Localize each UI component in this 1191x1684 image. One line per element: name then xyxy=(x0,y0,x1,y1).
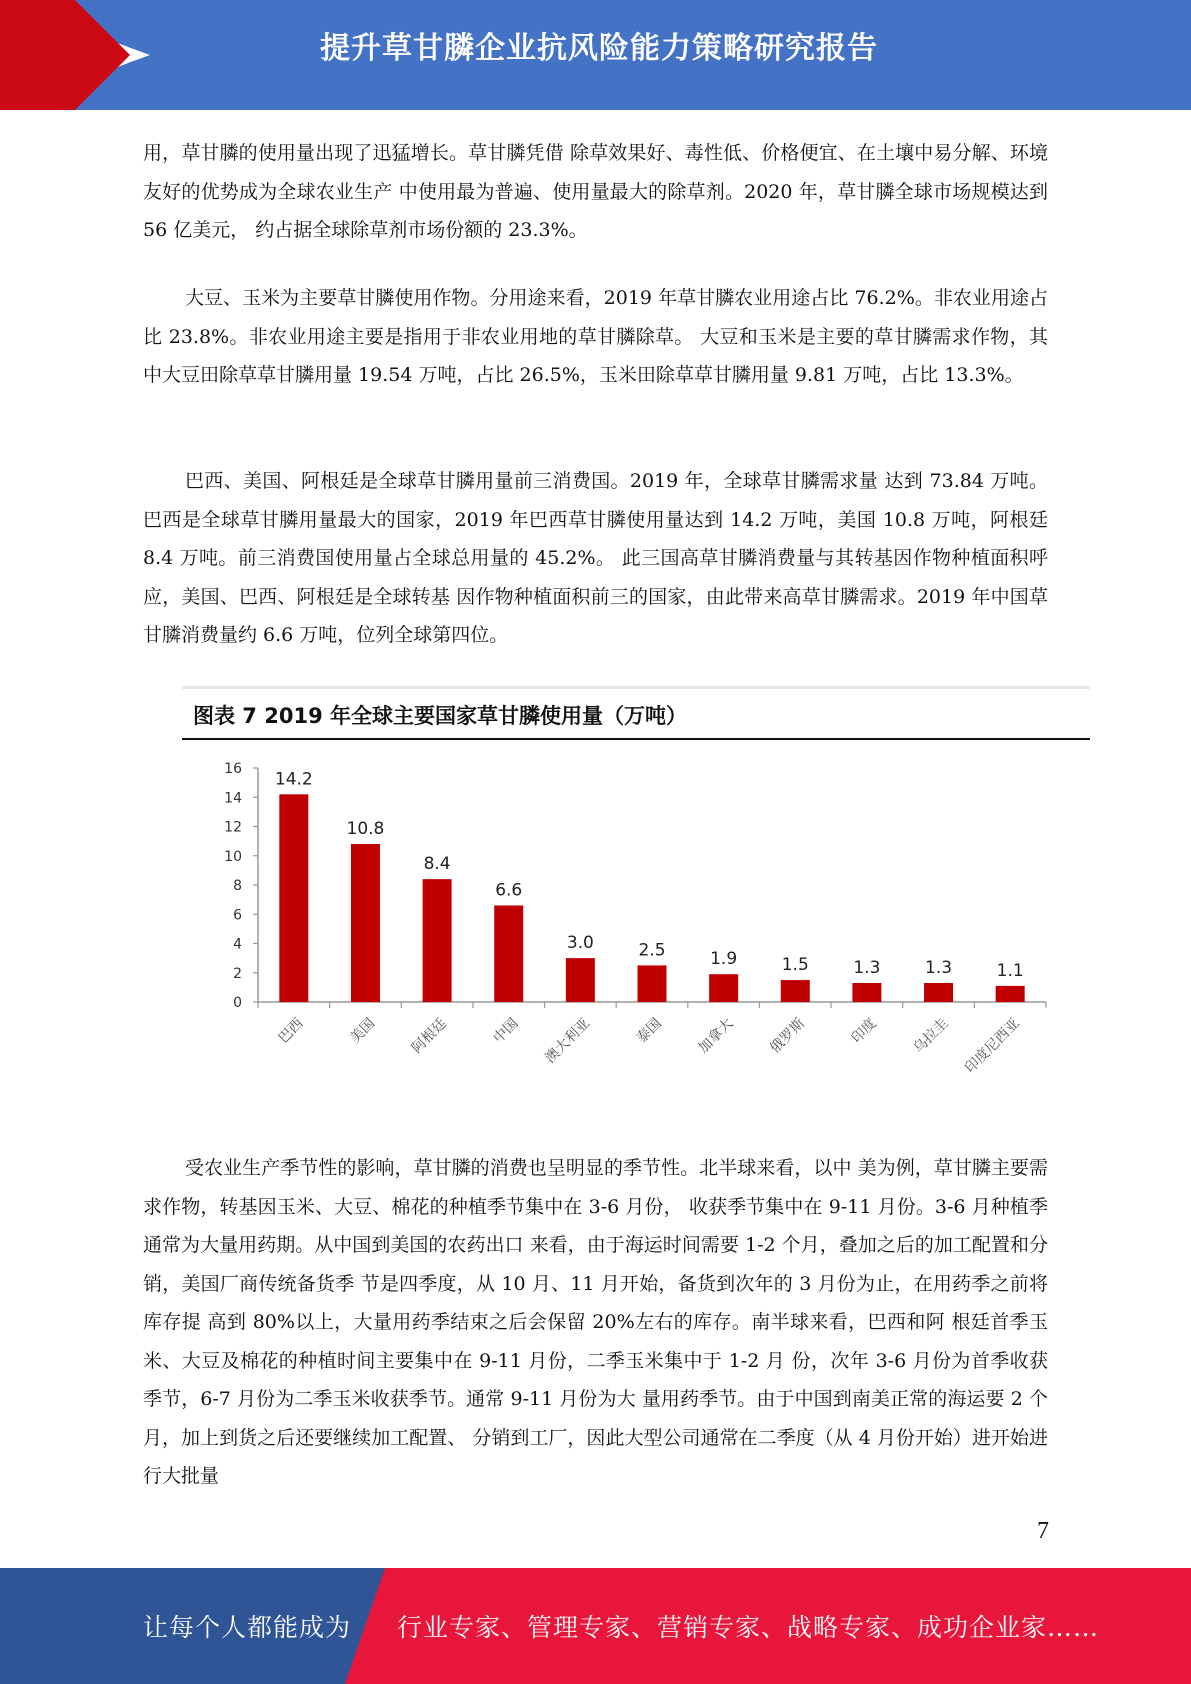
x-category-label: 美国 xyxy=(347,1015,379,1047)
figure-top-divider xyxy=(182,686,1090,689)
bar xyxy=(924,983,953,1002)
x-category-label: 加拿大 xyxy=(695,1015,737,1057)
y-tick-label: 10 xyxy=(224,848,242,865)
bar-value-label: 14.2 xyxy=(274,769,313,790)
y-tick-label: 12 xyxy=(224,819,242,836)
bar xyxy=(494,905,523,1002)
y-tick-label: 14 xyxy=(224,790,242,807)
bar xyxy=(423,879,452,1002)
x-category-label: 印度 xyxy=(848,1015,880,1047)
paragraph-1: 用，草甘膦的使用量出现了迅猛增长。草甘膦凭借 除草效果好、毒性低、价格便宜、在土壤中易分解、环境友好的优势成为全球农业生产 中使用最为普遍、使用量最大的除草剂。2020 年，草甘膦全球市场规模达到 56 亿美元， 约占据全球除草剂市场份额的 23.3%。 xyxy=(143,142,1048,241)
bar-value-label: 3.0 xyxy=(566,933,594,954)
paragraph-3: 巴西、美国、阿根廷是全球草甘膦用量前三消费国。2019 年，全球草甘膦需求量 达到 73.84 万吨。巴西是全球草甘膦用量最大的国家，2019 年巴西草甘膦使用量达到 14.2 万吨，美国 10.8 万吨，阿根廷 8.4 万吨。前三消费国使用量占全球总用量的 45.2%。 此三国高草甘膦消费量与其转基因作物种植面积呼应，美国、巴西、阿根廷是全球转基 因作物种植面积前三的国家，由此带来高草甘膦需求。2019 年中国草甘膦消费量约 6.6 万吨，位列全球第四位。 xyxy=(143,470,1048,646)
page-footer xyxy=(0,1568,1191,1684)
bar-value-label: 1.5 xyxy=(781,955,809,976)
paragraph-4: 受农业生产季节性的影响，草甘膦的消费也呈明显的季节性。北半球来看，以中 美为例，草甘膦主要需求作物，转基因玉米、大豆、棉花的种植季节集中在 3-6 月份， 收获季节集中在 9-11 月份。3-6 月种植季通常为大量用药期。从中国到美国的农药出口 来看，由于海运时间需要 1-2 个月，叠加之后的加工配置和分销，美国厂商传统备货季 节是四季度，从 10 月、11 月开始，备货到次年的 3 月份为止，在用药季之前将库存提 高到 80%以上，大量用药季结束之后会保留 20%左右的库存。南半球来看，巴西和阿 根廷首季玉米、大豆及棉花的种植时间主要集中在 9-11 月份，二季玉米集中于 1-2 月 份，次年 3-6 月份为首季收获季节，6-7 月份为二季玉米收获季节。通常 9-11 月份为大 量用药季节。由于中国到南美正常的海运要 2 个月，加上到货之后还要继续加工配置、 分销到工厂，因此大型公司通常在二季度（从 4 月份开始）进开始进行大批量 xyxy=(143,1157,1048,1487)
x-category-label: 印度尼西亚 xyxy=(962,1015,1024,1077)
bar-value-label: 1.3 xyxy=(853,957,881,978)
bar xyxy=(709,974,738,1002)
bar xyxy=(638,965,667,1002)
footer-slogan-right: 行业专家、管理专家、营销专家、战略专家、成功企业家…… xyxy=(397,1613,1100,1642)
bar-chart xyxy=(200,748,1060,1088)
page-number: 7 xyxy=(1037,1518,1049,1544)
bar-value-label: 10.8 xyxy=(346,819,385,840)
bar-value-label: 1.1 xyxy=(996,960,1024,981)
y-tick-label: 2 xyxy=(233,965,242,982)
bar-value-label: 8.4 xyxy=(423,854,451,875)
bar xyxy=(996,986,1025,1002)
x-category-label: 乌拉圭 xyxy=(910,1015,952,1057)
y-axis xyxy=(224,761,258,1011)
x-category-label: 巴西 xyxy=(275,1015,307,1047)
figure-caption-underline xyxy=(182,738,1090,740)
x-category-label: 澳大利亚 xyxy=(542,1015,594,1067)
y-tick-label: 16 xyxy=(224,761,242,777)
x-category-label: 俄罗斯 xyxy=(767,1015,809,1057)
report-title: 提升草甘膦企业抗风险能力策略研究报告 xyxy=(320,31,878,66)
x-category-label: 阿根廷 xyxy=(408,1015,450,1057)
y-tick-label: 6 xyxy=(233,907,242,924)
bar xyxy=(566,958,595,1002)
y-tick-label: 8 xyxy=(233,878,242,894)
page-header xyxy=(0,0,1191,110)
bar xyxy=(351,844,380,1002)
bar-value-label: 6.6 xyxy=(495,880,523,901)
paragraph-2: 大豆、玉米为主要草甘膦使用作物。分用途来看，2019 年草甘膦农业用途占比 76.2%。非农业用途占比 23.8%。非农业用途主要是指用于非农业用地的草甘膦除草。 大豆和玉米是主要的草甘膦需求作物，其中大豆田除草草甘膦用量 19.54 万吨，占比 26.5%，玉米田除草草甘膦用量 9.81 万吨，占比 13.3%。 xyxy=(143,287,1048,386)
bar-value-label: 1.3 xyxy=(925,957,953,978)
figure-caption: 图表 7 2019 年全球主要国家草甘膦使用量（万吨） xyxy=(193,704,687,728)
y-tick-label: 4 xyxy=(233,936,242,953)
bar xyxy=(781,980,810,1002)
bar xyxy=(852,983,881,1002)
x-category-label: 中国 xyxy=(490,1015,522,1047)
bars xyxy=(275,769,1025,1002)
bar xyxy=(279,794,308,1002)
bar-value-label: 1.9 xyxy=(710,949,738,970)
bar-value-label: 2.5 xyxy=(638,940,666,961)
footer-slogan-left: 让每个人都能成为 xyxy=(143,1613,352,1642)
x-axis xyxy=(258,1002,1046,1076)
x-category-label: 泰国 xyxy=(633,1015,665,1047)
y-tick-label: 0 xyxy=(233,995,242,1011)
